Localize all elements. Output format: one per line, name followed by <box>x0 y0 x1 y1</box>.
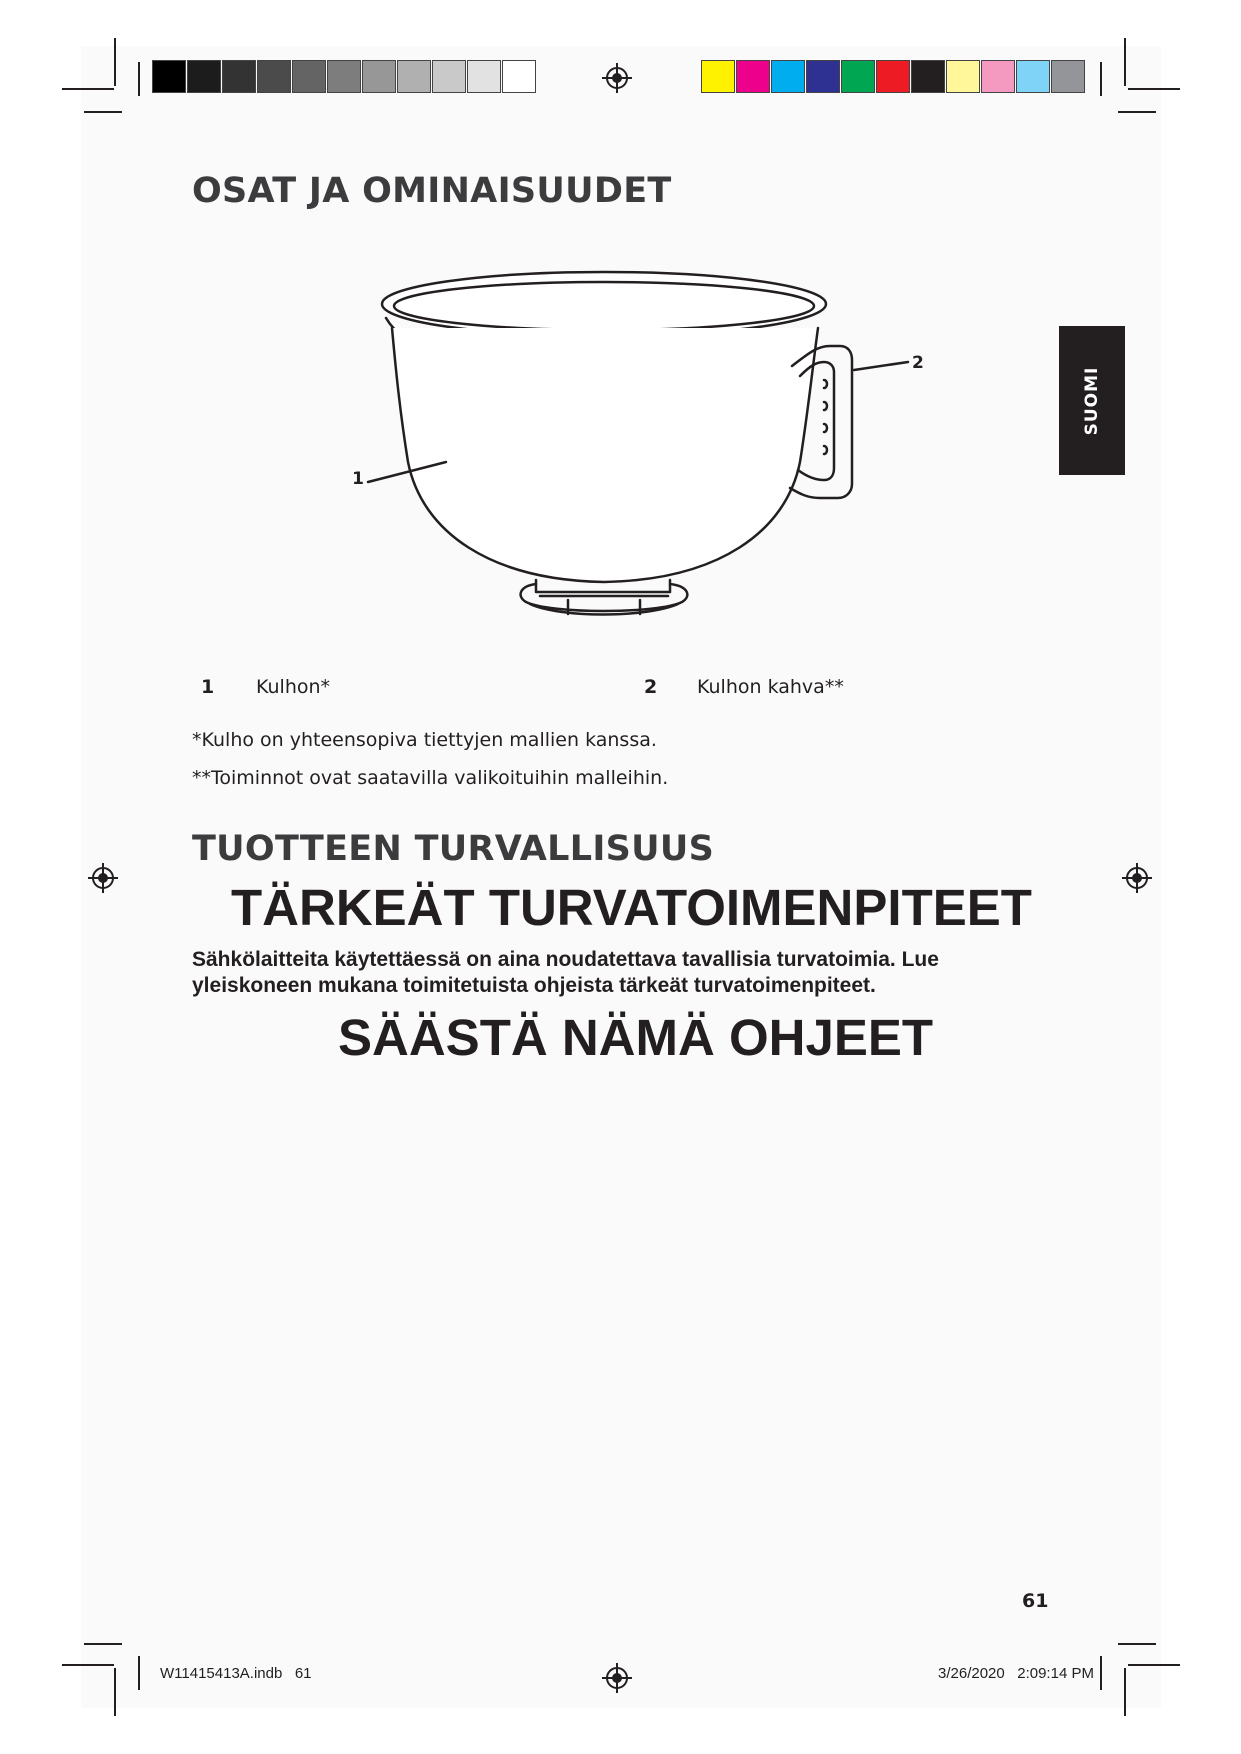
footnote-availability: **Toiminnot ovat saatavilla valikoituihin malleihin. <box>192 767 669 789</box>
page-number: 61 <box>1022 1590 1049 1612</box>
save-instructions-title: SÄÄSTÄ NÄMÄ OHJEET <box>338 1009 934 1066</box>
legend-number-1: 1 <box>201 676 215 698</box>
safety-paragraph-line-2: yleiskoneen mukana toimitetuista ohjeista tärkeät turvatoimenpiteet. <box>192 974 876 997</box>
color-swatch <box>701 60 735 93</box>
safety-paragraph-line-1: Sähkölaitteita käytettäessä on aina noudatettava tavallisia turvatoimia. Lue <box>192 948 939 971</box>
callout-1: 1 <box>352 469 364 489</box>
language-tab-label: SUOMI <box>1082 366 1102 435</box>
color-swatch <box>841 60 875 93</box>
safety-paragraph <box>192 947 939 999</box>
color-swatch <box>327 60 361 93</box>
footer-file-name: W11415413A.indb 61 <box>160 1665 312 1682</box>
color-swatch <box>1016 60 1050 93</box>
parts-heading: OSAT JA OMINAISUUDET <box>192 171 672 211</box>
color-swatch <box>806 60 840 93</box>
color-swatch <box>911 60 945 93</box>
color-swatch <box>981 60 1015 93</box>
color-swatch <box>397 60 431 93</box>
safety-heading: TUOTTEEN TURVALLISUUS <box>192 829 715 869</box>
crosshair-icon <box>601 1662 633 1694</box>
color-swatch <box>362 60 396 93</box>
crosshair-icon <box>87 862 119 894</box>
footnote-compatibility: *Kulho on yhteensopiva tiettyjen mallien kanssa. <box>192 729 657 751</box>
color-swatch <box>152 60 186 93</box>
color-swatch <box>257 60 291 93</box>
legend-label-1: Kulhon* <box>256 676 331 698</box>
color-swatch <box>1051 60 1085 93</box>
color-swatch <box>736 60 770 93</box>
crosshair-icon <box>601 62 633 94</box>
important-safeguards-title: TÄRKEÄT TURVATOIMENPITEET <box>231 879 1032 936</box>
legend-label-2: Kulhon kahva** <box>697 676 844 698</box>
mixing-bowl-illustration <box>340 262 940 632</box>
callout-2: 2 <box>912 353 924 373</box>
color-swatch <box>432 60 466 93</box>
color-swatch <box>187 60 221 93</box>
color-swatch <box>467 60 501 93</box>
color-swatch <box>771 60 805 93</box>
crosshair-icon <box>1121 862 1153 894</box>
language-tab <box>1059 326 1125 475</box>
color-swatch <box>292 60 326 93</box>
color-swatch <box>502 60 536 93</box>
color-swatch <box>876 60 910 93</box>
legend-number-2: 2 <box>644 676 658 698</box>
color-swatch <box>222 60 256 93</box>
footer-timestamp: 3/26/2020 2:09:14 PM <box>938 1665 1094 1682</box>
color-swatch <box>946 60 980 93</box>
